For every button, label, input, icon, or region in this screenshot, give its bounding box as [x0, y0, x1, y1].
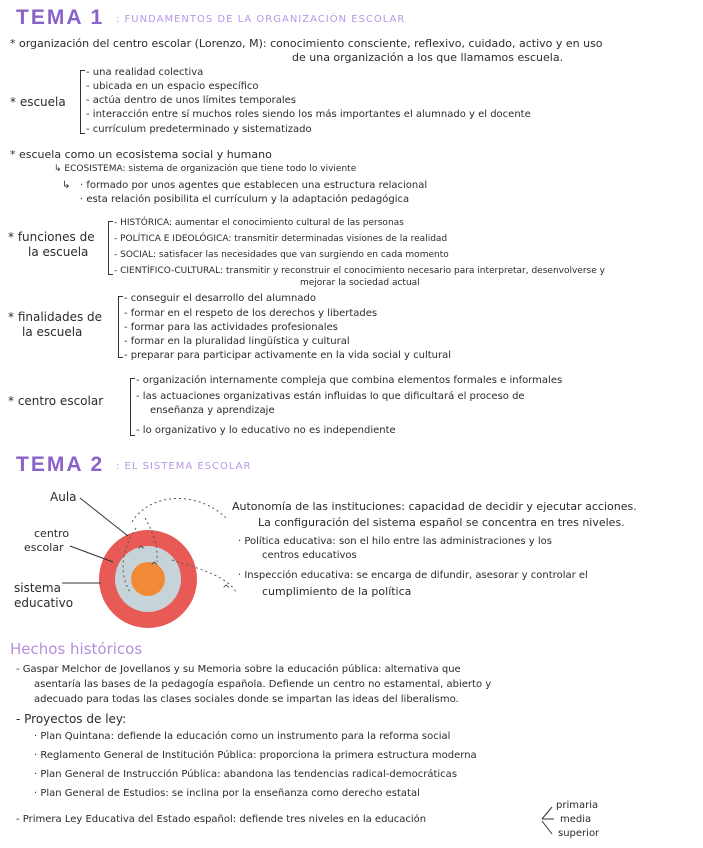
list-item: - las actuaciones organizativas están influidas lo que dificultará el proceso de: [136, 391, 525, 402]
centro-brace: [130, 378, 135, 436]
hechos-title: Hechos históricos: [10, 640, 143, 658]
list-item: - ubicada en un espacio específico: [86, 81, 259, 92]
branch-lines: [542, 807, 554, 834]
list-item: · Reglamento General de Institución Pública: proporciona la primera estructura moderna: [34, 750, 477, 761]
proyectos-heading: - Proyectos de ley:: [16, 712, 127, 726]
funciones-label-1: * funciones de: [8, 230, 95, 244]
list-item: - formar en la pluralidad lingüística y cultural: [124, 336, 350, 347]
finalidades-brace: [118, 296, 123, 358]
autonomia-line1: Autonomía de las instituciones: capacidad de decidir y ejecutar acciones.: [232, 500, 637, 513]
ecosistema-heading: * escuela como un ecosistema social y humano: [10, 148, 272, 161]
list-item: - POLÍTICA E IDEOLÓGICA: transmitir determinadas visiones de la realidad: [114, 234, 448, 244]
list-item: · Plan General de Estudios: se inclina por la enseñanza como derecho estatal: [34, 788, 420, 799]
caret-mark: ^: [150, 561, 159, 572]
nivel-media: media: [560, 814, 592, 825]
tema2-subtitle: : EL SISTEMA ESCOLAR: [116, 461, 252, 472]
nivel-primaria: primaria: [556, 800, 599, 811]
label-sistema-1: sistema: [14, 581, 61, 595]
finalidades-label-2: la escuela: [22, 325, 83, 339]
list-item: - conseguir el desarrollo del alumnado: [124, 293, 316, 304]
ecosistema-sub: ↳ ECOSISTEMA: sistema de organización que tiene todo lo viviente: [54, 164, 357, 174]
list-item: - HISTÓRICA: aumentar el conocimiento cultural de las personas: [114, 218, 404, 228]
tema2-title: TEMA 2: [16, 453, 105, 476]
label-sistema-2: educativo: [14, 596, 74, 610]
caret-mark: ^: [137, 545, 146, 556]
inner-circle: [131, 562, 165, 596]
dashed-arc-top: [132, 498, 228, 522]
caret-mark: ^: [222, 584, 231, 595]
label-centro-1: centro: [34, 527, 70, 540]
finalidades-label-1: * finalidades de: [8, 310, 103, 324]
nivel-superior: superior: [558, 828, 600, 839]
list-item: · Plan General de Instrucción Pública: abandona las tendencias radical-democráticas: [34, 769, 458, 780]
tema1-title: TEMA 1: [16, 6, 105, 29]
list-item: - currículum predeterminado y sistematizado: [86, 124, 312, 135]
inspeccion-line1: · Inspección educativa: se encarga de difundir, asesorar y controlar el: [238, 570, 588, 581]
list-item: · Plan Quintana: defiende la educación como un instrumento para la reforma social: [34, 731, 451, 742]
definition-line1: * organización del centro escolar (Lorenzo, M): conocimiento consciente, reflexivo, cuidado, activo y en uso: [10, 37, 603, 50]
list-item: - preparar para participar activamente en la vida social y cultural: [124, 350, 452, 361]
jovellanos-line2: asentaría las bases de la pedagogía española. Defiende un centro no estamental, abierto y: [34, 679, 492, 690]
politica-line2: centros educativos: [262, 550, 357, 561]
list-item: - SOCIAL: satisfacer las necesidades que van surgiendo en cada momento: [114, 250, 449, 260]
label-aula: Aula: [50, 490, 77, 504]
definition-line2: de una organización a los que llamamos escuela.: [292, 51, 564, 64]
label-centro-2: escolar: [24, 541, 64, 554]
list-item: - una realidad colectiva: [86, 67, 204, 78]
funciones-label-2: la escuela: [28, 245, 89, 259]
tema1-subtitle: : FUNDAMENTOS DE LA ORGANIZACIÓN ESCOLAR: [116, 14, 406, 25]
jovellanos-line3: adecuado para todas las clases sociales donde se impartan las ideas del liberalismo.: [34, 694, 459, 705]
list-item: - formar para las actividades profesionales: [124, 322, 338, 333]
aula-pointer: [80, 498, 128, 536]
politica-line1: · Política educativa: son el hilo entre las administraciones y los: [238, 536, 552, 547]
ecosistema-arrow: ↳: [62, 180, 71, 191]
list-item: - CIENTÍFICO-CULTURAL: transmitir y reconstruir el conocimiento necesario para interpretar, desenvolverse y: [114, 266, 605, 276]
list-item: - interacción entre sí muchos roles siendo los más importantes el alumnado y el docente: [86, 109, 531, 120]
escuela-label: * escuela: [10, 95, 66, 109]
centro-label: * centro escolar: [8, 394, 104, 408]
escuela-brace: [80, 70, 85, 134]
list-item-cont: mejorar la sociedad actual: [300, 278, 420, 288]
list-item: · esta relación posibilita el currículum y la adaptación pedagógica: [80, 194, 410, 205]
list-item: - formar en el respeto de los derechos y libertades: [124, 308, 378, 319]
list-item: · formado por unos agentes que establecen una estructura relacional: [80, 180, 428, 191]
list-item: - lo organizativo y lo educativo no es independiente: [136, 425, 396, 436]
primera-ley: - Primera Ley Educativa del Estado español: defiende tres niveles en la educación: [16, 814, 427, 825]
inspeccion-line2: cumplimiento de la política: [262, 585, 412, 598]
list-item: - organización internamente compleja que combina elementos formales e informales: [136, 375, 563, 386]
list-item: - actúa dentro de unos límites temporales: [86, 95, 296, 106]
list-item-cont: enseñanza y aprendizaje: [150, 405, 275, 416]
funciones-brace: [108, 221, 113, 275]
autonomia-line2: La configuración del sistema español se concentra en tres niveles.: [258, 516, 625, 529]
jovellanos-line1: - Gaspar Melchor de Jovellanos y su Memoria sobre la educación pública: alternativa que: [16, 664, 461, 675]
